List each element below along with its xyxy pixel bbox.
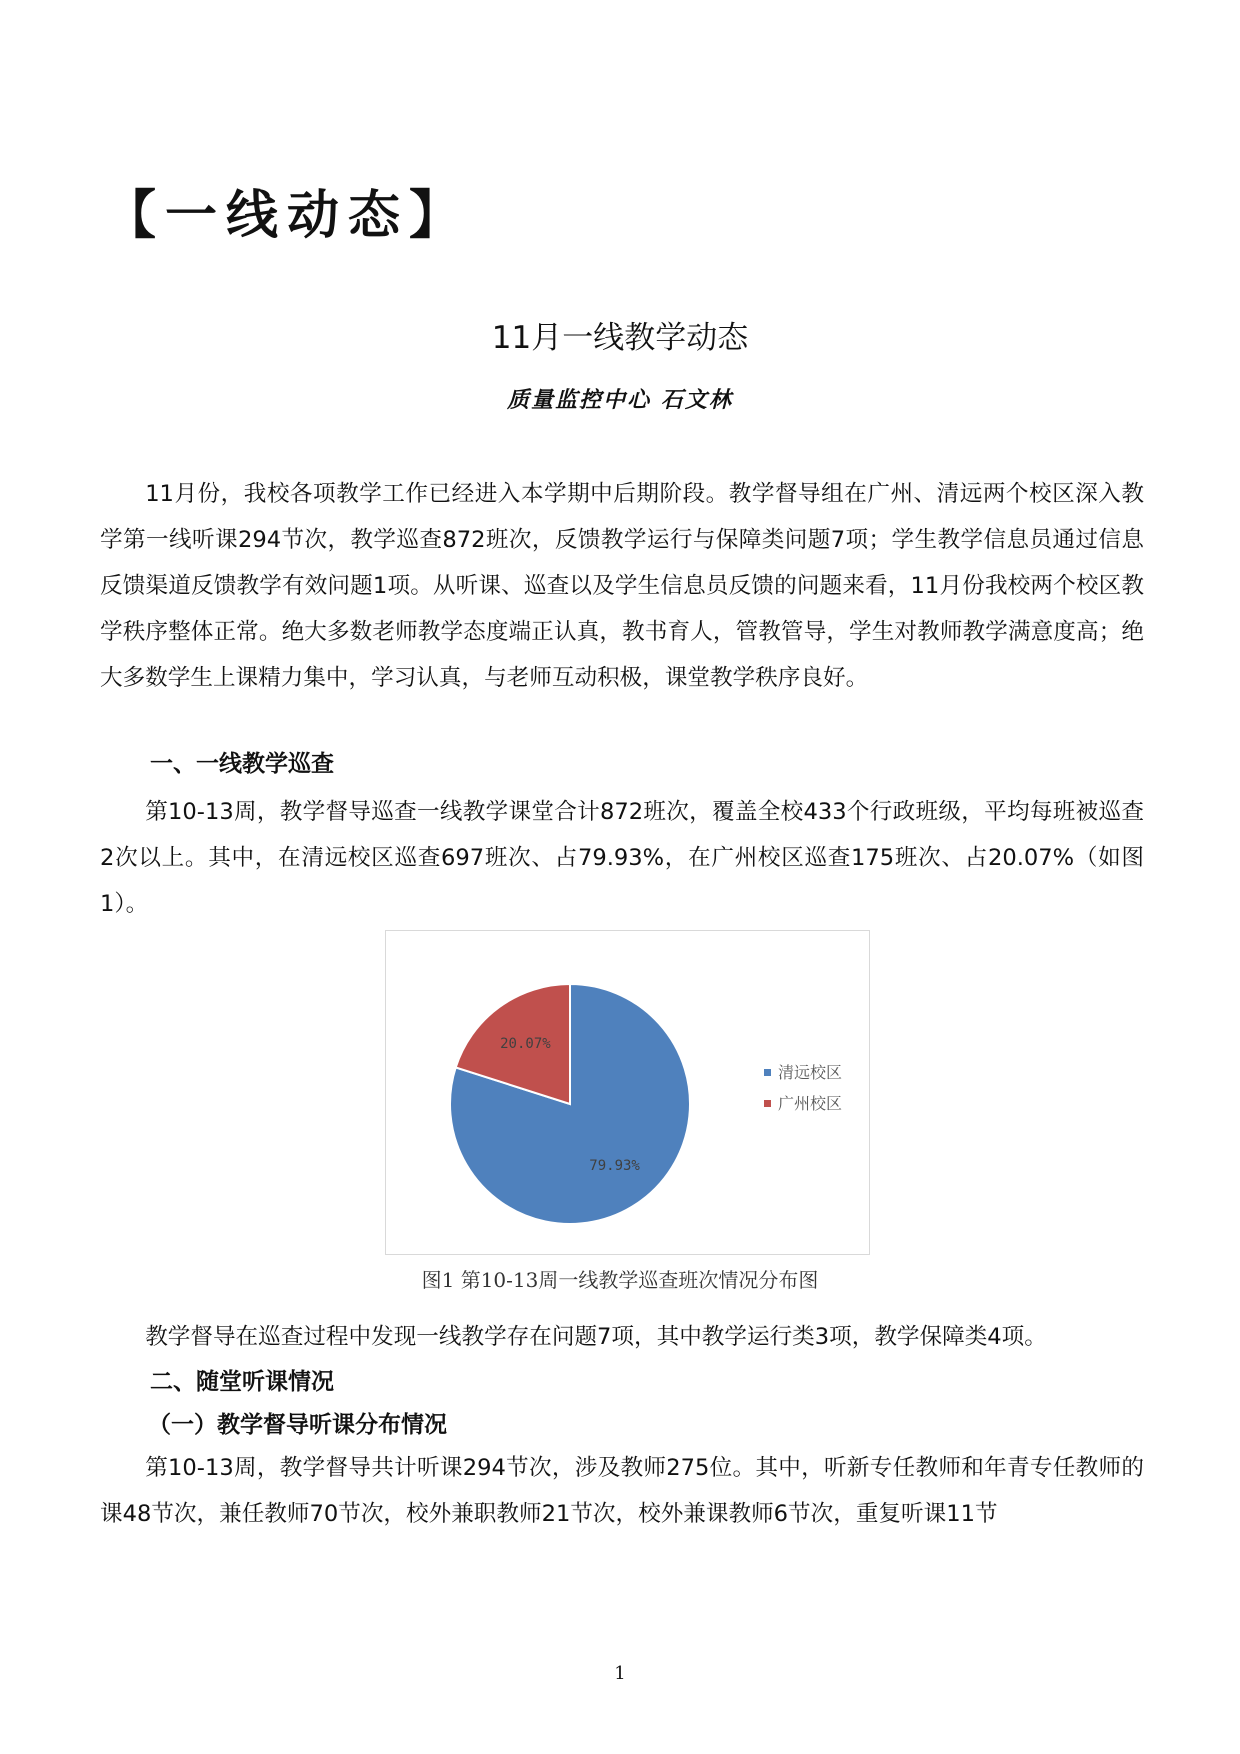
section1-followup: 教学督导在巡查过程中发现一线教学存在问题7项，其中教学运行类3项，教学保障类4项。 [145,1324,1047,1350]
article-title: 11月一线教学动态 [491,320,749,356]
pie-data-label-2: 20.07% [500,1035,551,1052]
pie-data-label-1: 79.93% [589,1158,640,1175]
pie-chart [386,931,871,1256]
legend-swatch-1 [764,1069,771,1076]
figure-caption: 图1 第10-13周一线教学巡查班次情况分布图 [421,1268,819,1292]
section-banner: 【一线动态】 [104,186,471,246]
legend-label-2: 广州校区 [778,1094,843,1113]
article-author: 质量监控中心 石文林 [507,388,733,413]
page-number: 1 [614,1663,626,1684]
section1-heading: 一、一线教学巡查 [150,751,334,777]
section1-paragraph: 第10-13周，教学督导巡查一线教学课堂合计872班次，覆盖全校433个行政班级，平均每班被巡查2次以上。其中，在清远校区巡查697班次、占79.93%，在广州校区巡查175班次、占20.07%（如图1）。 [100,799,1144,917]
legend-swatch-2 [764,1100,771,1107]
intro-paragraph: 11月份，我校各项教学工作已经进入本学期中后期阶段。教学督导组在广州、清远两个校区深入教学第一线听课294节次，教学巡查872班次，反馈教学运行与保障类问题7项；学生教学信息员通过信息反馈渠道反馈教学有效问题1项。从听课、巡查以及学生信息员反馈的问题来看，11月份我校两个校区教学秩序整体正常。绝大多数老师教学态度端正认真，教书育人，管教管导，学生对教师教学满意度高；绝大多数学生上课精力集中，学习认真，与老师互动积极，课堂教学秩序良好。 [100,481,1144,691]
legend-label-1: 清远校区 [778,1063,843,1082]
pie-chart-figure [385,930,870,1255]
section2-heading: 二、随堂听课情况 [150,1369,334,1395]
section2-subheading: （一）教学督导听课分布情况 [148,1412,447,1438]
section2-paragraph: 第10-13周，教学督导共计听课294节次，涉及教师275位。其中，听新专任教师和年青专任教师的课48节次，兼任教师70节次，校外兼职教师21节次，校外兼课教师6节次，重复听课11节 [100,1455,1144,1527]
